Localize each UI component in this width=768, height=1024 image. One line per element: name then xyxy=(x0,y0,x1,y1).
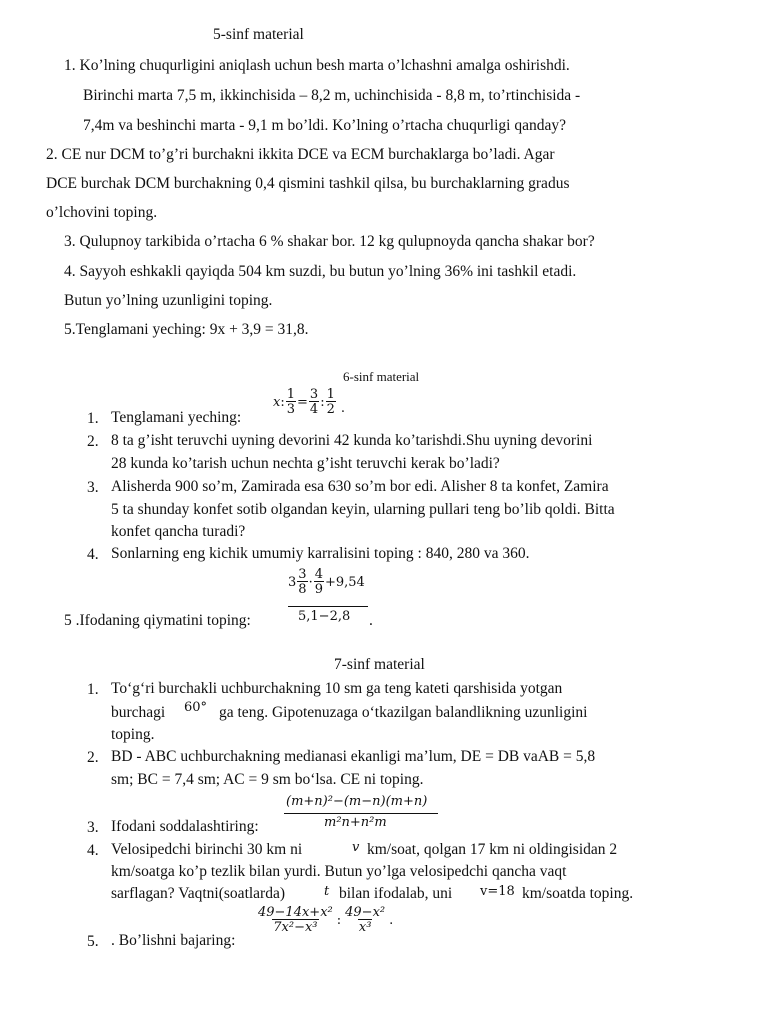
eq-equals: = xyxy=(297,394,308,410)
s7-problem5: . Bo’lishni bajaring: xyxy=(111,932,236,949)
expr-whole: 3 xyxy=(288,574,297,590)
s6-num-4: 4. xyxy=(87,546,99,563)
s7-num-3: 3. xyxy=(87,819,99,836)
s6-problem2-line2: 28 kunda ko’tarish uchun nechta g’isht teruvchi kerak bo’ladi? xyxy=(111,455,500,472)
eq-colon: : xyxy=(280,394,285,410)
s7-angle-60: 60° xyxy=(184,700,208,715)
s7-expr5 xyxy=(256,906,393,934)
s7-problem4-line3c: km/soatda toping. xyxy=(522,885,634,902)
s7-problem2-line1: BD - ABC uchburchakning medianasi ekanligi ma’lum, DE = DB vaAB = 5,8 xyxy=(111,748,596,765)
eq-var-x: x xyxy=(273,394,281,410)
s5-problem2-line2: DCE burchak DCM burchakning 0,4 qismini tashkil qilsa, bu burchaklarning gradus xyxy=(46,175,570,192)
s7-expr3-denominator: m²n+n²m xyxy=(324,815,387,830)
section5-title: 5-sinf material xyxy=(213,26,304,43)
s5-problem5: 5.Tenglamani yeching: 9x + 3,9 = 31,8. xyxy=(64,321,309,338)
s5-problem2-line3: o’lchovini toping. xyxy=(46,204,158,221)
s5-problem1-line2: Birinchi marta 7,5 m, ikkinchisida – 8,2 m, uchinchisida - 8,8 m, to’rtinchisida - xyxy=(83,87,581,104)
s5-problem2-line1: 2. CE nur DCM to’g’ri burchakni ikkita DCE va ECM burchaklarga bo’ladi. Agar xyxy=(46,146,555,163)
s7-var-t: t xyxy=(324,884,330,899)
s7-num-2: 2. xyxy=(87,749,99,766)
s5-problem1-line1: 1. Ko’lning chuqurligini aniqlash uchun besh marta o’lchashni amalga oshirishdi. xyxy=(64,57,570,74)
s6-problem5: 5 .Ifodaning qiymatini toping: xyxy=(64,612,251,629)
s7-num-4: 4. xyxy=(87,842,99,859)
s7-num-1: 1. xyxy=(87,681,99,698)
expr5-colon: : xyxy=(336,912,342,928)
s6-num-2: 2. xyxy=(87,433,99,450)
eq-frac-3-4: $\frac{3}{4}$ xyxy=(309,387,319,417)
s7-v-equals-18: v=18 xyxy=(480,884,515,899)
s7-problem4-line1b: km/soat, qolgan 17 km ni oldingisidan 2 xyxy=(367,841,618,858)
s6-expr-period: . xyxy=(369,612,373,629)
s7-num-5: 5. xyxy=(87,933,99,950)
s6-expr-denominator: 5,1−2,8 xyxy=(298,609,351,624)
expr-frac-3-8: $\frac{3}{8}$ xyxy=(298,567,307,597)
s6-expr-numerator xyxy=(288,568,365,596)
expr-frac-4-9: $\frac{4}{9}$ xyxy=(314,567,323,597)
s6-problem3-line1: Alisherda 900 so’m, Zamirada esa 630 so’m bor edi. Alisher 8 ta konfet, Zamira xyxy=(111,478,609,495)
s7-var-v: v xyxy=(352,840,360,855)
s5-problem4-line1: 4. Sayyoh eshkakli qayiqda 504 km suzdi, bu butun yo’lning 36% ini tashkil etadi. xyxy=(64,263,577,280)
s7-problem1-line1: To‘g‘ri burchakli uchburchakning 10 sm ga teng kateti qarshisida yotgan xyxy=(111,680,563,697)
s6-problem3-line3: konfet qancha turadi? xyxy=(111,523,246,540)
s7-problem4-line3a: sarflagan? Vaqtni(soatlarda) xyxy=(111,885,286,902)
s6-problem3-line2: 5 ta shunday konfet sotib olgandan keyin, ularning pullari teng bo’lib qoldi. Bitta xyxy=(111,501,615,518)
expr-mul: · xyxy=(308,574,313,590)
s6-expr-fraction-bar xyxy=(288,606,368,607)
s7-problem4-line3b: bilan ifodalab, uni xyxy=(339,885,453,902)
s7-problem4-line2: km/soatga ko’p tezlik bilan yurdi. Butun yo’lga velosipedchi qancha vaqt xyxy=(111,863,567,880)
section7-title: 7-sinf material xyxy=(334,656,425,673)
s6-equation xyxy=(273,388,345,416)
s6-num-3: 3. xyxy=(87,479,99,496)
s6-problem4: Sonlarning eng kichik umumiy karralisini toping : 840, 280 va 360. xyxy=(111,545,530,562)
eq-colon-2: : xyxy=(320,394,325,410)
s7-problem2-line2: sm; BC = 7,4 sm; AC = 9 sm bo‘lsa. CE ni toping. xyxy=(111,771,424,788)
eq-frac-1-3: $\frac{1}{3}$ xyxy=(286,387,296,417)
s6-num-1: 1. xyxy=(87,410,99,427)
s7-expr3-numerator: (m+n)²−(m−n)(m+n) xyxy=(286,794,428,809)
s6-problem1: Tenglamani yeching: xyxy=(111,409,242,426)
s7-problem4-line1a: Velosipedchi birinchi 30 km ni xyxy=(111,841,303,858)
expr5-frac-2: $\frac{\text{49−x²}}{\text{x³}}$ xyxy=(345,905,386,935)
s5-problem4-line2: Butun yo’lning uzunligini toping. xyxy=(64,292,273,309)
s7-problem1-line2a: burchagi xyxy=(111,704,166,721)
s7-problem3: Ifodani soddalashtiring: xyxy=(111,818,259,835)
s7-problem1-line2b: ga teng. Gipotenuzaga o‘tkazilgan balandlikning uzunligini xyxy=(219,704,588,721)
s7-problem1-line3: toping. xyxy=(111,726,155,743)
s5-problem1-line3: 7,4m va beshinchi marta - 9,1 m bo’ldi. Ko’lning o’rtacha chuqurligi qanday? xyxy=(83,117,566,134)
section6-title: 6-sinf material xyxy=(343,369,420,384)
expr-rest: +9,54 xyxy=(324,574,365,590)
expr5-frac-1: $\frac{\text{49−14x+x²}}{\text{7x²−x³}}$ xyxy=(258,905,333,935)
eq-period: . xyxy=(340,401,346,416)
s5-problem3: 3. Qulupnoy tarkibida o’rtacha 6 % shakar bor. 12 kg qulupnoyda qancha shakar bor? xyxy=(64,233,595,250)
eq-frac-1-2: $\frac{1}{2}$ xyxy=(326,387,335,417)
s7-expr3-fraction-bar xyxy=(284,813,438,814)
expr5-period: . xyxy=(389,912,394,928)
s6-problem2-line1: 8 ta g’isht teruvchi uyning devorini 42 kunda ko’tarishdi.Shu uyning devorini xyxy=(111,432,593,449)
